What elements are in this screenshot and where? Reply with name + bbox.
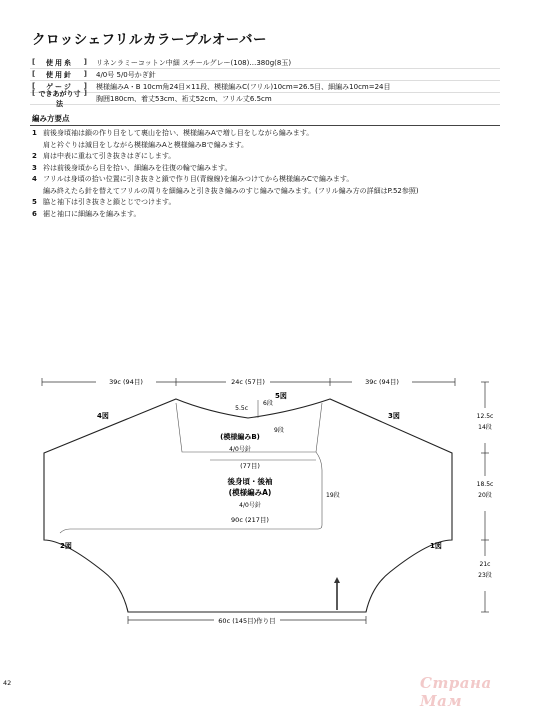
step-number: 2 (32, 152, 37, 160)
spec-label: ゲージ (46, 82, 73, 91)
pattern-b-needle: 4/0号針 (229, 446, 251, 453)
pattern-a-label: (模様編みA) (228, 488, 272, 497)
spec-row-gauge: [ ゲージ ] 模様編みA・B 10cm角24目×11段、模様編みC(フリル)10cm=26.5目、細編み10cm=24目 (30, 81, 500, 93)
frill-line (60, 452, 322, 533)
label-figure-2: 2図 (60, 542, 72, 550)
inner-width: (77目) (240, 462, 260, 470)
spec-label: できあがり寸法 (38, 89, 81, 108)
page-number: 42 (3, 679, 12, 687)
pattern-b-label: (模様編みB) (220, 433, 260, 441)
spec-label: 使用糸 (46, 58, 73, 67)
dim-top-center: 24c (57目) (231, 378, 265, 386)
neck-rows: 6段 (263, 400, 273, 407)
right-rows-2: 20段 (478, 492, 492, 499)
spec-value: 模様編みA・B 10cm角24目×11段、模様編みC(フリル)10cm=26.5目、細編み10cm=24目 (96, 82, 391, 91)
spec-row-yarn: [ 使用糸 ] リネンラミーコットン中細 スチールグレー(108)…380g(8玉) (30, 57, 500, 69)
spec-row-needle: [ 使用針 ] 4/0号 5/0号かぎ針 (30, 69, 500, 81)
right-dim-2: 18.5c (476, 481, 494, 488)
step-text: 編み終えたら針を替えてフリルの周りを細編みと引き抜き編みのすじ編みで編みます。(フリル編み方の詳細はP.52参照) (43, 186, 419, 195)
neck-depth: 5.5c (235, 405, 248, 412)
right-rows-3: 23段 (478, 572, 492, 579)
step-text: 前後身頃袖は鎖の作り目をして裏山を拾い、模様編みAで増し目をしながら編みます。 (43, 129, 314, 137)
pattern-a-needle: 4/0号針 (239, 502, 261, 509)
step-text: 脇と袖下は引き抜きと鎖とじでつけます。 (43, 198, 176, 206)
right-dim-3: 21c (479, 561, 491, 568)
label-figure-4: 4図 (97, 412, 109, 420)
step-number: 1 (32, 129, 37, 137)
step-number: 5 (32, 198, 37, 206)
step-text: 裾と袖口に細編みを編みます。 (43, 209, 141, 218)
step-text: 衿は前後身頃から目を拾い、細編みを往復の輪で編みます。 (43, 163, 232, 172)
spec-row-size: [ できあがり寸法 ] 胸囲180cm、着丈53cm、裄丈52cm、フリル丈6.5cm (30, 93, 500, 105)
label-figure-1: 1図 (430, 542, 442, 550)
right-dim-1: 12.5c (476, 413, 494, 420)
dim-top-right: 39c (94目) (365, 378, 399, 386)
step-number: 6 (32, 209, 37, 218)
body-title: 後身頃・後袖 (227, 477, 273, 486)
dim-top-left: 39c (94目) (109, 378, 143, 386)
inner-rows: 19段 (326, 492, 340, 499)
step-number: 3 (32, 163, 37, 172)
spec-value: リネンラミーコットン中細 スチールグレー(108)…380g(8玉) (96, 58, 292, 67)
label-figure-3: 3図 (388, 412, 400, 420)
step-text: フリルは身頃の拾い位置に引き抜きと鎖で作り目(青線線)を編みつけてから模様編みCで編みます。 (43, 175, 354, 183)
page-title: クロッシェフリルカラープルオーバー (32, 32, 268, 48)
spec-value: 胸囲180cm、着丈53cm、裄丈52cm、フリル丈6.5cm (96, 94, 272, 103)
steps-heading: 編み方要点 (32, 114, 70, 123)
bottom-width: 60c (145目)作り目 (218, 617, 276, 625)
mid-width: 90c (217目) (231, 516, 269, 524)
label-figure-5: 5図 (275, 392, 287, 400)
step-number: 4 (32, 175, 37, 183)
spec-value: 4/0号 5/0号かぎ針 (96, 70, 156, 79)
right-rows-1: 14段 (478, 424, 492, 431)
pattern-b-rows: 9段 (274, 427, 284, 434)
step-text: 肩と衿ぐりは減目をしながら模様編みAと模様編みBで編みます。 (43, 140, 249, 149)
yoke-outline (176, 403, 322, 452)
spec-label: 使用針 (46, 70, 73, 79)
step-text: 肩は中表に重ねて引き抜きはぎにします。 (43, 152, 176, 160)
watermark: Страна Мам (420, 674, 492, 710)
